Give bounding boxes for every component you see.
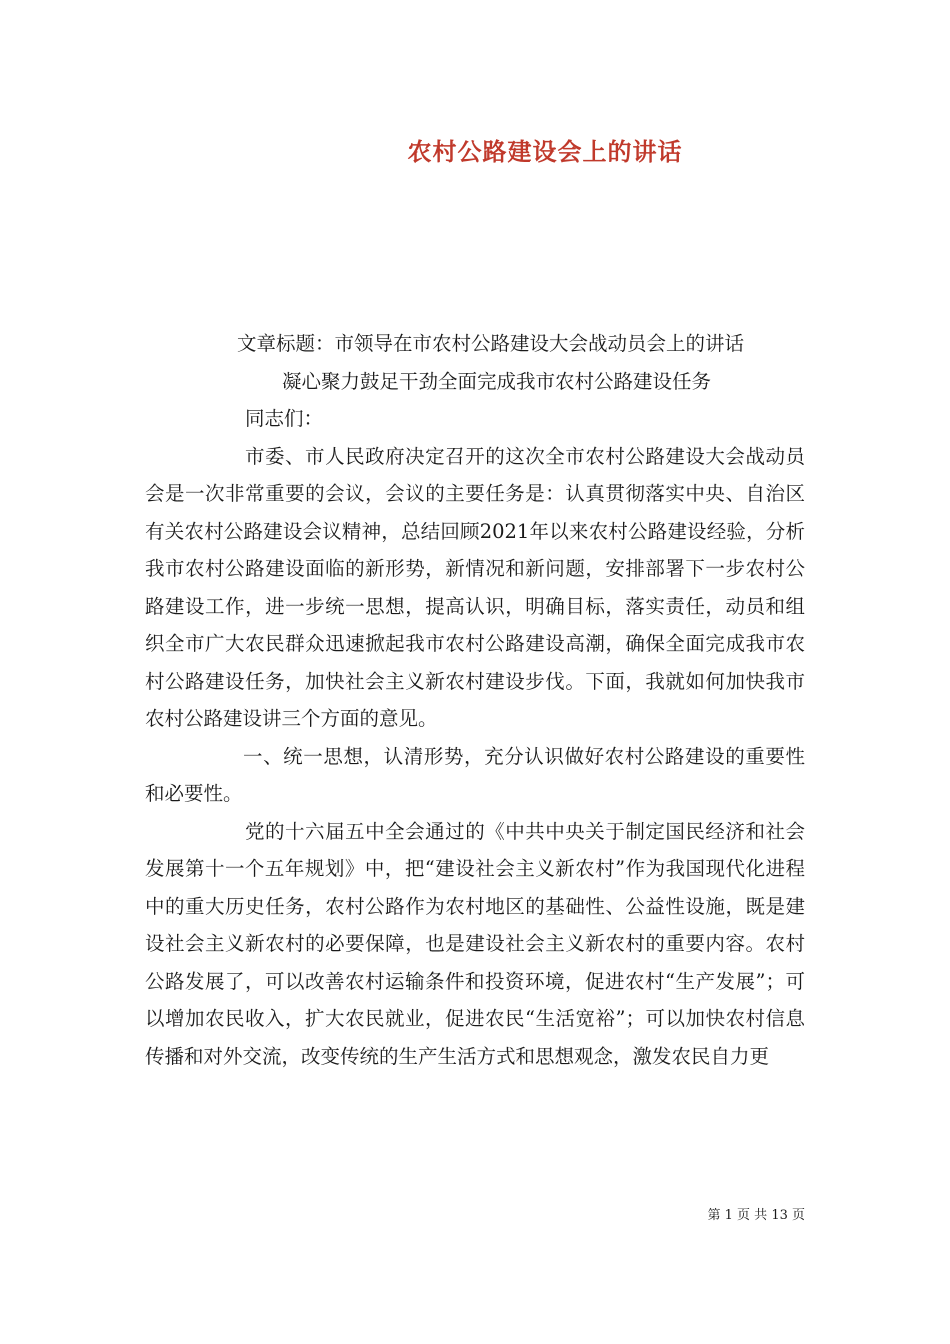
body-paragraph: 党的十六届五中全会通过的《中共中央关于制定国民经济和社会发展第十一个五年规划》中，把“建设社会主义新农村”作为我国现代化进程中的重大历史任务，农村公路作为农村地区的基础性、公益性设施，既是建设社会主义新农村的必要保障，也是建设社会主义新农村的重要内容。农村公路发展了，可以改善农村运输条件和投资环境，促进农村“生产发展”；可以增加农民收入，扩大农民就业，促进农民“生活宽裕”；可以加快农村信息传播和对外交流，改变传统的生产生活方式和思想观念，激发农民自力更 — [145, 819, 805, 1068]
speech-subtitle: 凝心聚力鼓足干劲全面完成我市农村公路建设任务 — [282, 369, 712, 393]
intro-paragraph: 市委、市人民政府决定召开的这次全市农村公路建设大会战动员会是一次非常重要的会议，会议的主要任务是：认真贯彻落实中央、自治区有关农村公路建设会议精神，总结回顾2021年以来农村公路建设经验，分析我市农村公路建设面临的新形势，新情况和新问题，安排部署下一步农村公路建设工作，进一步统一思想，提高认识，明确目标，落实责任，动员和组织全市广大农民群众迅速掀起我市农村公路建设高潮，确保全面完成我市农村公路建设任务，加快社会主义新农村建设步伐。下面，我就如何加快我市农村公路建设讲三个方面的意见。 — [145, 444, 805, 730]
article-title-line: 文章标题：市领导在市农村公路建设大会战动员会上的讲话 — [237, 332, 745, 355]
document-title: 农村公路建设会上的讲话 — [407, 137, 683, 166]
greeting: 同志们： — [245, 407, 324, 430]
document-body — [145, 325, 805, 1075]
page-number: 第 1 页 共 13 页 — [707, 1208, 805, 1223]
section-heading-1: 一、统一思想，认清形势，充分认识做好农村公路建设的重要性和必要性。 — [145, 744, 805, 805]
